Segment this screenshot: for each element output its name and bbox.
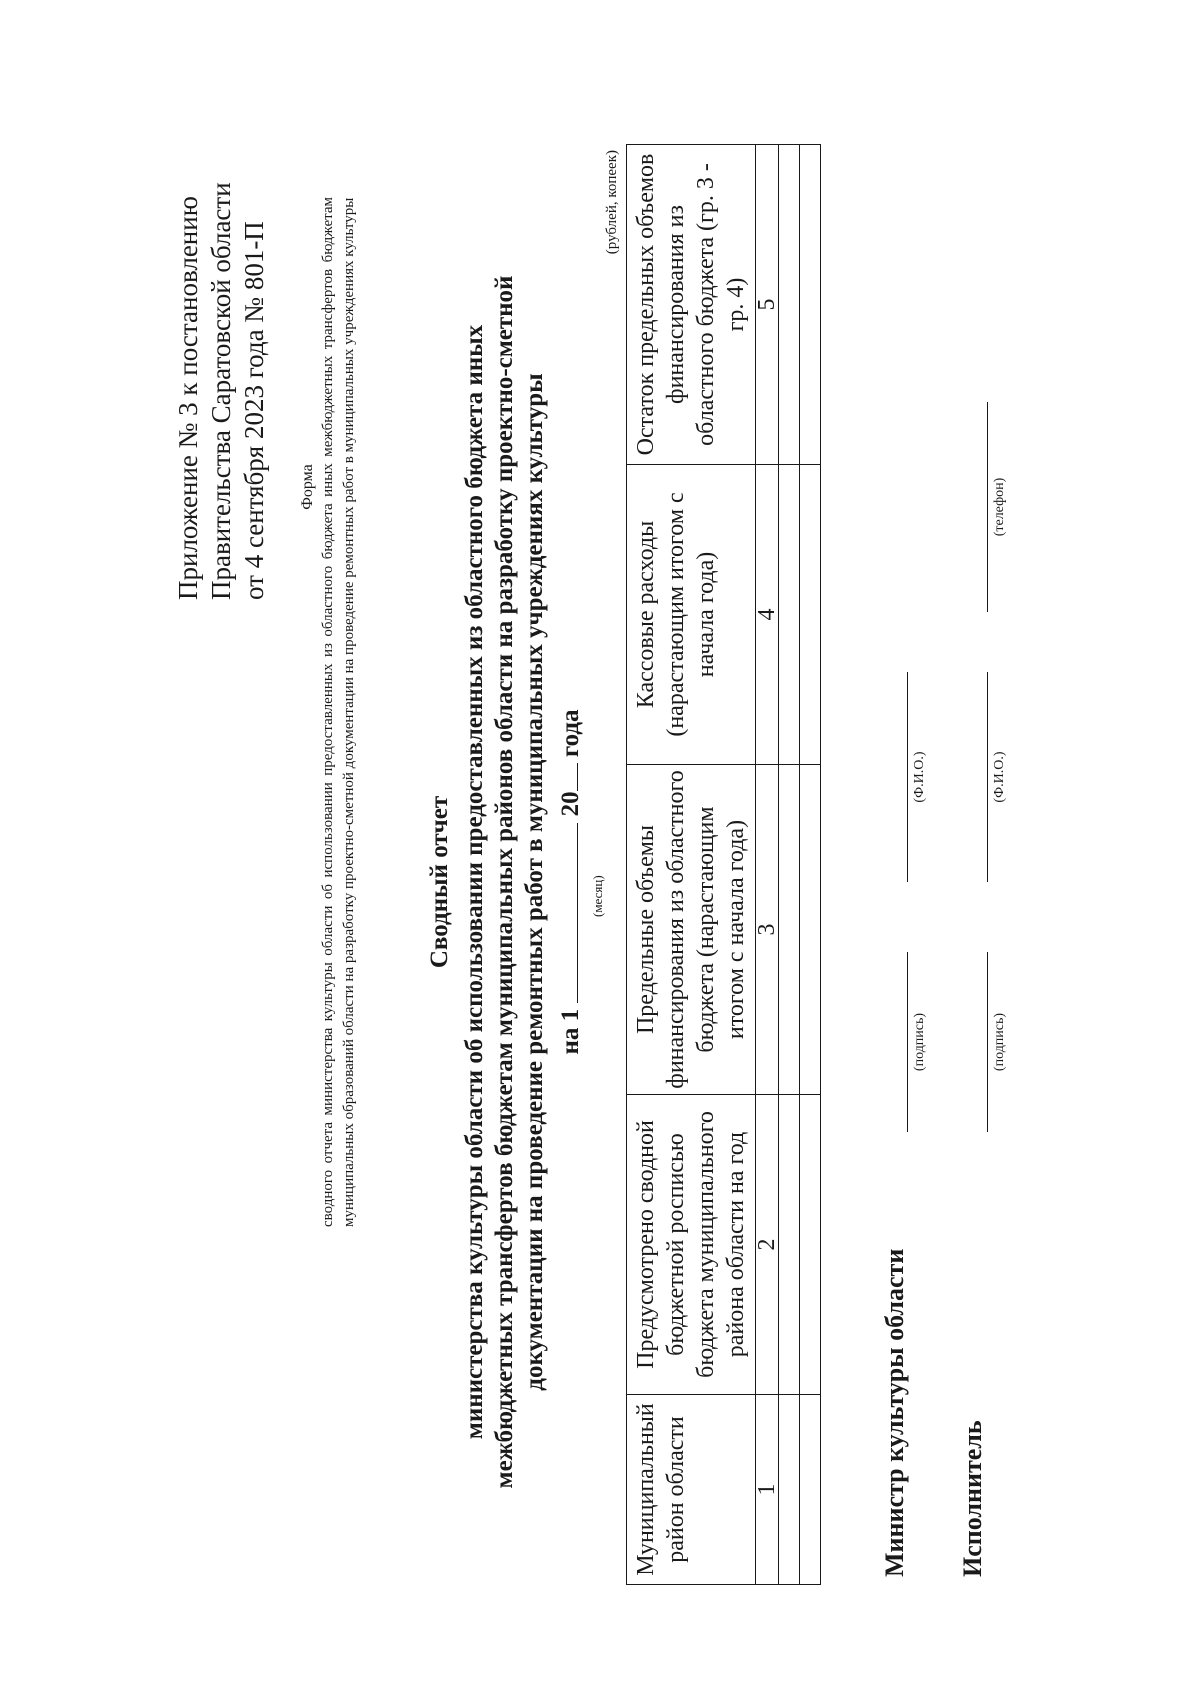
header-cell: Предельные объемы финансирования из областного бюджета (нарастающим итогом с начала года) <box>627 765 756 1095</box>
minister-name-line <box>905 672 908 882</box>
header-cell: Остаток предельных объемов финансирования из областного бюджета (гр. 3 - гр. 4) <box>627 145 756 465</box>
signature-caption: (подпись) <box>912 1012 927 1072</box>
executor-label: Исполнитель <box>958 1420 987 1577</box>
appendix-line: Приложение № 3 к постановлению <box>173 196 203 600</box>
report-title: Сводный отчет <box>426 795 453 969</box>
header-cell: Кассовые расходы (нарастающим итогом с начала года) <box>627 465 756 765</box>
report-table <box>626 144 821 1585</box>
form-description: сводного отчета министерства культуры области об использовании предоставленных из областного бюджета иных межбюджетных трансфертов бюджетам муниципальных образований области на разработку проектно-сметной документации на проведение ремонтных работ в муниципальных учреждениях культуры <box>320 197 357 1227</box>
form-label-row <box>299 207 317 1697</box>
appendix-line: Правительства Саратовской области <box>206 182 236 600</box>
table-cell <box>800 1095 821 1395</box>
table-cell <box>779 1095 800 1395</box>
table-cell <box>800 1395 821 1585</box>
executor-signature-line <box>985 952 988 1132</box>
table-cell <box>779 465 800 765</box>
date-prefix: на 1 <box>557 1008 584 1055</box>
minister-signature-line <box>905 952 908 1132</box>
table-cell <box>800 765 821 1095</box>
number-cell: 4 <box>756 465 779 765</box>
table-cell <box>779 145 800 465</box>
units-label: (рублей, копеек) <box>604 150 620 255</box>
subtitle-line: межбюджетных трансфертов бюджетам муниципальных районов области на разработку проектно-сметной <box>491 275 518 1489</box>
name-caption: (Ф.И.О.) <box>992 751 1007 803</box>
table-row <box>800 145 821 1585</box>
number-cell: 1 <box>756 1395 779 1585</box>
table-cell <box>800 145 821 465</box>
appendix-block <box>172 160 271 600</box>
header-cell: Предусмотрено сводной бюджетной росписью бюджета муниципального района области на год <box>627 1095 756 1395</box>
header-cell: Муниципальный район области <box>627 1395 756 1585</box>
subtitle-line: документации на проведение ремонтных работ в муниципальных учреждениях культуры <box>521 373 548 1391</box>
number-cell: 3 <box>756 765 779 1095</box>
table-header-row <box>627 145 756 1585</box>
phone-caption: (телефон) <box>992 477 1007 537</box>
signature-caption: (подпись) <box>992 1012 1007 1072</box>
appendix-line: от 4 сентября 2023 года № 801-П <box>239 221 269 600</box>
month-caption: (месяц) <box>590 875 605 917</box>
report-date-line <box>555 167 585 1597</box>
table-number-row <box>756 145 779 1585</box>
executor-phone-line <box>985 402 988 612</box>
year-blank <box>555 763 578 791</box>
number-cell: 2 <box>756 1095 779 1395</box>
report-subtitle <box>460 167 550 1597</box>
table-row <box>779 145 800 1585</box>
table-cell <box>779 765 800 1095</box>
number-cell: 5 <box>756 145 779 465</box>
subtitle-line: министерства культуры области об использовании предоставленных из областного бюджета иных <box>461 324 488 1440</box>
executor-name-line <box>985 672 988 882</box>
table-cell <box>800 465 821 765</box>
table-cell <box>779 1395 800 1585</box>
form-label: Форма <box>299 464 316 510</box>
year-prefix: 20 <box>557 791 584 817</box>
month-blank <box>555 823 578 1003</box>
minister-label: Министр культуры области <box>880 1248 909 1577</box>
date-suffix: года <box>557 709 584 758</box>
name-caption: (Ф.И.О.) <box>912 751 927 803</box>
